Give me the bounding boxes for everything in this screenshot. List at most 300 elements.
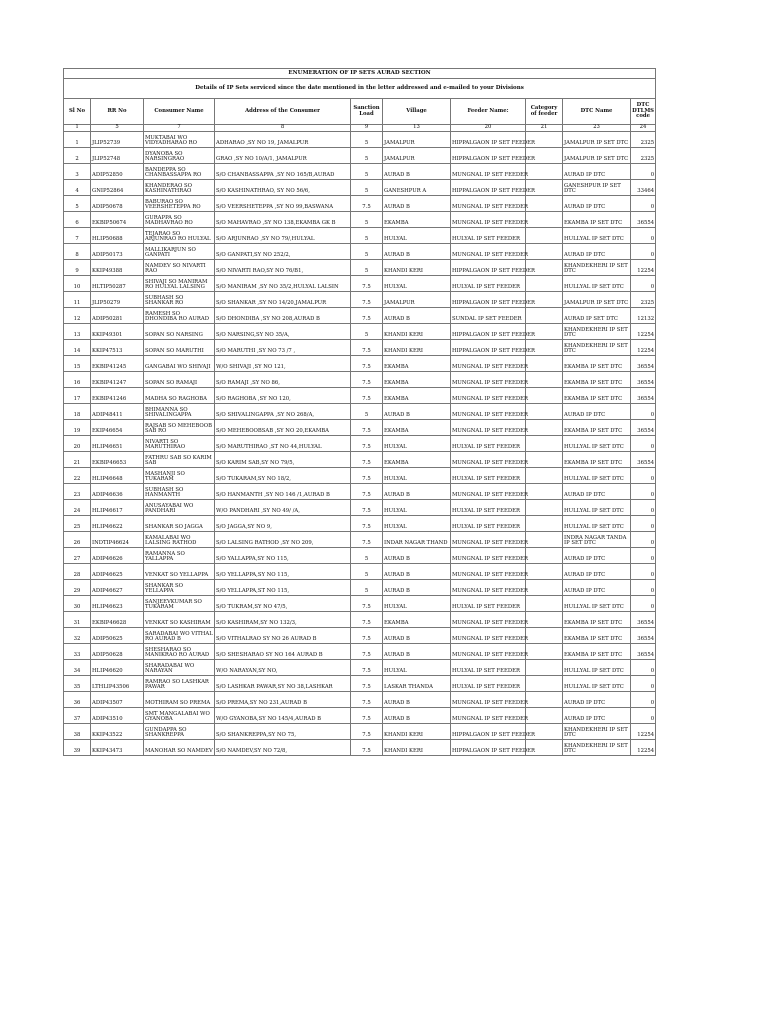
dtc-name-cell: INDRA NAGAR TANDA IP SET DTC [563,532,631,548]
dtc-code-cell: 2325 [631,292,656,308]
dtc-name-cell: EKAMBA IP SET DTC [563,452,631,468]
rr-no-cell: ADIP43510 [91,708,144,724]
dtc-name-cell: EKAMBA IP SET DTC [563,356,631,372]
column-number: 8 [215,125,351,132]
feeder-category-cell [526,308,563,324]
table-row [64,564,656,580]
sanction-load-cell: 7.5 [351,644,383,660]
village-cell: KHANDI KERI [383,324,451,340]
village-cell: EKAMBA [383,452,451,468]
dtc-code-cell: 0 [631,276,656,292]
feeder-name-cell: HULYAL IP SET FEEDER [451,276,526,292]
dtc-code-cell: 0 [631,404,656,420]
rr-no-cell: ADIP50678 [91,196,144,212]
address-cell: S/O MARUTHIRAO ,ST NO 44,HULYAL [215,436,351,452]
address-cell: S/O DHONDIBA ,SY NO 208,AURAD B [215,308,351,324]
village-cell: HULYAL [383,660,451,676]
feeder-name-cell: HULYAL IP SET FEEDER [451,436,526,452]
sanction-load-cell: 5 [351,564,383,580]
sl-no-cell: 25 [64,516,91,532]
sl-no-cell: 15 [64,356,91,372]
sanction-load-cell: 5 [351,212,383,228]
table-row [64,532,656,548]
rr-no-cell: ADIP50173 [91,244,144,260]
table-row [64,452,656,468]
table-row [64,212,656,228]
dtc-code-cell: 12254 [631,740,656,756]
dtc-name-cell: EKAMBA IP SET DTC [563,612,631,628]
feeder-name-cell: HIPPALGAON IP SET FEEDER [451,132,526,148]
table-row [64,276,656,292]
consumer-name-cell: SMT MANGALABAI WO GYANOBA [144,708,215,724]
sanction-load-cell: 7.5 [351,660,383,676]
sl-no-cell: 5 [64,196,91,212]
address-cell: S/O YELLAPPA,SY NO 115, [215,564,351,580]
village-cell: EKAMBA [383,420,451,436]
subtitle-row [64,79,656,99]
feeder-category-cell [526,388,563,404]
address-cell: S/O KASHIRAM,SY NO 132/3, [215,612,351,628]
sl-no-cell: 38 [64,724,91,740]
sl-no-cell: 29 [64,580,91,596]
dtc-name-cell: KHANDEKHERI IP SET DTC [563,324,631,340]
feeder-name-cell: HIPPALGAON IP SET FEEDER [451,260,526,276]
table-row [64,468,656,484]
address-cell: S/O LALSING RATHOD ,SY NO 209, [215,532,351,548]
feeder-category-cell [526,404,563,420]
rr-no-cell: ADIP50625 [91,628,144,644]
table-row [64,692,656,708]
village-cell: EKAMBA [383,212,451,228]
sl-no-cell: 28 [64,564,91,580]
table-row [64,148,656,164]
address-cell: S/O RAGHOBA ,SY NO 120, [215,388,351,404]
table-row [64,228,656,244]
sl-no-cell: 37 [64,708,91,724]
table-row [64,244,656,260]
village-cell: HULYAL [383,596,451,612]
feeder-name-cell: HULYAL IP SET FEEDER [451,516,526,532]
sl-no-cell: 17 [64,388,91,404]
rr-no-cell: EKIP46654 [91,420,144,436]
dtc-code-cell: 0 [631,580,656,596]
dtc-code-cell: 0 [631,660,656,676]
village-cell: HULYAL [383,276,451,292]
address-cell: S/O CHANBASSAPPA ,SY NO 165/B,AURAD [215,164,351,180]
sanction-load-cell: 7.5 [351,596,383,612]
feeder-category-cell [526,420,563,436]
feeder-name-cell: MUNGNAL IP SET FEEDER [451,628,526,644]
column-number: 13 [383,125,451,132]
sanction-load-cell: 7.5 [351,708,383,724]
column-number: 23 [563,125,631,132]
rr-no-cell: EKBIP46628 [91,612,144,628]
sanction-load-cell: 5 [351,244,383,260]
address-cell: S/O SHANKREPPA,SY NO 75, [215,724,351,740]
rr-no-cell: ADIP46626 [91,548,144,564]
dtc-name-cell: AURAD IP DTC [563,484,631,500]
sanction-load-cell: 7.5 [351,612,383,628]
table-row [64,404,656,420]
header-village: Village [383,99,451,125]
dtc-name-cell: EKAMBA IP SET DTC [563,212,631,228]
rr-no-cell: JLIP50279 [91,292,144,308]
consumer-name-cell: GUNDAPPA SO SHANKREPPA [144,724,215,740]
feeder-name-cell: MUNGNAL IP SET FEEDER [451,404,526,420]
sanction-load-cell: 7.5 [351,628,383,644]
address-cell: S/O MARUTHI ,SY NO 73 /7 , [215,340,351,356]
dtc-name-cell: KHANDEKHERI IP SET DTC [563,340,631,356]
consumer-name-cell: KHANDERAO SO KASHINATHRAO [144,180,215,196]
village-cell: EKAMBA [383,612,451,628]
feeder-name-cell: MUNGNAL IP SET FEEDER [451,212,526,228]
dtc-name-cell: AURAD IP DTC [563,692,631,708]
consumer-name-cell: MADHA SO RAGHOBA [144,388,215,404]
table-row [64,580,656,596]
rr-no-cell: LTHLIP43506 [91,676,144,692]
consumer-name-cell: MUKTABAI WO VIDYADHARAO RO [144,132,215,148]
dtc-code-cell: 0 [631,164,656,180]
rr-no-cell: ADIP46627 [91,580,144,596]
dtc-code-cell: 12132 [631,308,656,324]
feeder-category-cell [526,548,563,564]
rr-no-cell: HLIP46651 [91,436,144,452]
consumer-name-cell: NAMDEV SO NIVARTI RAO [144,260,215,276]
feeder-name-cell: MUNGNAL IP SET FEEDER [451,564,526,580]
feeder-name-cell: MUNGNAL IP SET FEEDER [451,452,526,468]
feeder-name-cell: MUNGNAL IP SET FEEDER [451,372,526,388]
feeder-category-cell [526,484,563,500]
village-cell: GANESHPUR A [383,180,451,196]
village-cell: EKAMBA [383,388,451,404]
dtc-code-cell: 36554 [631,452,656,468]
address-cell: W/O PANDHARI ,SY NO 49/ /A, [215,500,351,516]
feeder-name-cell: SUNDAL IP SET FEEDER [451,308,526,324]
table-row [64,596,656,612]
sl-no-cell: 32 [64,628,91,644]
address-cell: S/O SHANKAR ,SY NO 14/20,JAMALPUR [215,292,351,308]
feeder-category-cell [526,564,563,580]
dtc-name-cell: HULLYAL IP SET DTC [563,228,631,244]
consumer-name-cell: SHESHARAO SO MANIKRAO RO AURAD [144,644,215,660]
village-cell: AURAD B [383,564,451,580]
village-cell: EKAMBA [383,356,451,372]
dtc-name-cell: AURAD IP DTC [563,404,631,420]
feeder-category-cell [526,676,563,692]
dtc-name-cell: JAMALPUR IP SET DTC [563,148,631,164]
rr-no-cell: ADIP48411 [91,404,144,420]
rr-no-cell: KKIP43522 [91,724,144,740]
feeder-name-cell: MUNGNAL IP SET FEEDER [451,532,526,548]
sl-no-cell: 34 [64,660,91,676]
header-feeder-name: Feeder Name: [451,99,526,125]
sanction-load-cell: 5 [351,132,383,148]
sanction-load-cell: 7.5 [351,436,383,452]
sl-no-cell: 9 [64,260,91,276]
sanction-load-cell: 7.5 [351,420,383,436]
rr-no-cell: ADIP46636 [91,484,144,500]
feeder-name-cell: MUNGNAL IP SET FEEDER [451,196,526,212]
feeder-name-cell: MUNGNAL IP SET FEEDER [451,484,526,500]
consumer-name-cell: GANGABAI WO SHIVAJI [144,356,215,372]
village-cell: AURAD B [383,644,451,660]
dtc-code-cell: 0 [631,468,656,484]
feeder-name-cell: MUNGNAL IP SET FEEDER [451,420,526,436]
table-row [64,180,656,196]
title-row [64,69,656,79]
rr-no-cell: KKIP43473 [91,740,144,756]
sanction-load-cell: 7.5 [351,676,383,692]
consumer-name-cell: RAMRAO SO LASHKAR PAWAR [144,676,215,692]
feeder-name-cell: HIPPALGAON IP SET FEEDER [451,740,526,756]
address-cell: S/O MEHEBOOBSAB ,SY NO 20,EKAMBA [215,420,351,436]
sl-no-cell: 1 [64,132,91,148]
dtc-code-cell: 0 [631,532,656,548]
table-row [64,676,656,692]
sl-no-cell: 19 [64,420,91,436]
header-sl-no: Sl No [64,99,91,125]
address-cell: S/O NAMDEV,SY NO 72/8, [215,740,351,756]
address-cell: S/O YALLAPPA,SY NO 115, [215,548,351,564]
consumer-name-cell: VENKAT SO KASHIRAM [144,612,215,628]
feeder-category-cell [526,644,563,660]
header-rr-no: RR No [91,99,144,125]
header-category-of-feeder: Category of feeder [526,99,563,125]
consumer-name-cell: RAMANNA SO YALLAPPA [144,548,215,564]
dtc-name-cell: EKAMBA IP SET DTC [563,388,631,404]
table-row [64,660,656,676]
header-sanction-load: Sanction Load [351,99,383,125]
feeder-name-cell: HIPPALGAON IP SET FEEDER [451,724,526,740]
dtc-name-cell: AURAD IP DTC [563,580,631,596]
table-row [64,628,656,644]
feeder-category-cell [526,244,563,260]
rr-no-cell: INDTIP46624 [91,532,144,548]
dtc-code-cell: 0 [631,436,656,452]
rr-no-cell: KKIP47513 [91,340,144,356]
address-cell: S/O PREMA,SY NO 231,AURAD B [215,692,351,708]
sanction-load-cell: 5 [351,148,383,164]
header-dtc-name: DTC Name [563,99,631,125]
village-cell: HULYAL [383,228,451,244]
dtc-code-cell: 0 [631,516,656,532]
sanction-load-cell: 5 [351,164,383,180]
dtc-code-cell: 0 [631,596,656,612]
table-row [64,484,656,500]
rr-no-cell: EKBIP50674 [91,212,144,228]
feeder-category-cell [526,516,563,532]
sanction-load-cell: 5 [351,548,383,564]
sanction-load-cell: 7.5 [351,532,383,548]
dtc-code-cell: 36554 [631,372,656,388]
dtc-code-cell: 36554 [631,356,656,372]
feeder-name-cell: MUNGNAL IP SET FEEDER [451,708,526,724]
sl-no-cell: 26 [64,532,91,548]
dtc-name-cell: JAMALPUR IP SET DTC [563,132,631,148]
rr-no-cell: HLIP46617 [91,500,144,516]
rr-no-cell: KKIP49301 [91,324,144,340]
sl-no-cell: 35 [64,676,91,692]
consumer-name-cell: SUBHASH SO HANMANTH [144,484,215,500]
address-cell: W/O SHIVAJI ,SY NO 121, [215,356,351,372]
feeder-name-cell: HULYAL IP SET FEEDER [451,660,526,676]
feeder-category-cell [526,228,563,244]
dtc-code-cell: 0 [631,692,656,708]
feeder-category-cell [526,532,563,548]
consumer-name-cell: SOPAN SO RAMAJI [144,372,215,388]
consumer-name-cell: SARADABAI WO VITHAL RO AURAD B [144,628,215,644]
sl-no-cell: 7 [64,228,91,244]
table-row [64,500,656,516]
feeder-name-cell: HULYAL IP SET FEEDER [451,228,526,244]
sl-no-cell: 39 [64,740,91,756]
sanction-load-cell: 7.5 [351,356,383,372]
address-cell: S/O NIVARTI RAO,SY NO 76/B1, [215,260,351,276]
feeder-category-cell [526,196,563,212]
village-cell: AURAD B [383,244,451,260]
consumer-name-cell: SHARADABAI WO NARAYAN [144,660,215,676]
sl-no-cell: 23 [64,484,91,500]
rr-no-cell: HLIP46648 [91,468,144,484]
table-row [64,516,656,532]
sl-no-cell: 2 [64,148,91,164]
village-cell: AURAD B [383,196,451,212]
sanction-load-cell: 5 [351,580,383,596]
village-cell: AURAD B [383,628,451,644]
sl-no-cell: 16 [64,372,91,388]
sl-no-cell: 27 [64,548,91,564]
dtc-code-cell: 0 [631,676,656,692]
document-title: ENUMERATION OF IP SETS AURAD SECTION [64,69,656,79]
rr-no-cell: EKBIP41245 [91,356,144,372]
feeder-name-cell: MUNGNAL IP SET FEEDER [451,692,526,708]
dtc-code-cell: 0 [631,228,656,244]
sl-no-cell: 20 [64,436,91,452]
dtc-code-cell: 12254 [631,724,656,740]
dtc-name-cell: AURAD IP DTC [563,244,631,260]
village-cell: HULYAL [383,500,451,516]
dtc-code-cell: 2325 [631,148,656,164]
village-cell: INDAR NAGAR THAND [383,532,451,548]
address-cell: S/O ARJUNRAO ,SY NO 79/,HULYAL [215,228,351,244]
village-cell: AURAD B [383,692,451,708]
rr-no-cell: EKBIP41246 [91,388,144,404]
table-row [64,372,656,388]
table-row [64,740,656,756]
sanction-load-cell: 7.5 [351,724,383,740]
dtc-name-cell: GANESHPUR IP SET DTC [563,180,631,196]
consumer-name-cell: MANOHAR SO NAMDEV [144,740,215,756]
feeder-category-cell [526,212,563,228]
dtc-name-cell: HULLYAL IP SET DTC [563,468,631,484]
dtc-name-cell: EKAMBA IP SET DTC [563,644,631,660]
address-cell: S/O TUKARAM,SY NO 18/2, [215,468,351,484]
dtc-code-cell: 0 [631,564,656,580]
dtc-name-cell: HULLYAL IP SET DTC [563,676,631,692]
table-row [64,436,656,452]
village-cell: KHANDI KERI [383,740,451,756]
sl-no-cell: 14 [64,340,91,356]
consumer-name-cell: DYANOBA SO NARSINGRAO [144,148,215,164]
table-row [64,260,656,276]
dtc-name-cell: KHANDEKHERI IP SET DTC [563,740,631,756]
column-number: 7 [144,125,215,132]
sanction-load-cell: 7.5 [351,388,383,404]
feeder-name-cell: HIPPALGAON IP SET FEEDER [451,148,526,164]
rr-no-cell: EKBIP41247 [91,372,144,388]
dtc-name-cell: HULLYAL IP SET DTC [563,436,631,452]
address-cell: S/O YELLAPPA,ST NO 115, [215,580,351,596]
consumer-name-cell: SOPAN SO NARSING [144,324,215,340]
address-cell: W/O GYANOBA,SY NO 145/4,AURAD B [215,708,351,724]
table-row [64,308,656,324]
column-number: 20 [451,125,526,132]
village-cell: AURAD B [383,164,451,180]
address-cell: S/O HANMANTH ,SY NO 146 /1,AURAD B [215,484,351,500]
sl-no-cell: 13 [64,324,91,340]
rr-no-cell: KKIP49388 [91,260,144,276]
sanction-load-cell: 5 [351,228,383,244]
feeder-category-cell [526,436,563,452]
address-cell: S/O MAHAVRAO ,SY NO 138,EKAMBA GK B [215,212,351,228]
rr-no-cell: HLIP46620 [91,660,144,676]
village-cell: AURAD B [383,708,451,724]
sl-no-cell: 22 [64,468,91,484]
sanction-load-cell: 7.5 [351,468,383,484]
dtc-code-cell: 2325 [631,132,656,148]
ip-sets-table [63,68,656,756]
address-cell: S/O SHESHARAO SY NO 164 AURAD B [215,644,351,660]
column-number: 24 [631,125,656,132]
consumer-name-cell: TEJARAO SO ARJUNRAO RO HULYAL [144,228,215,244]
table-row [64,724,656,740]
rr-no-cell: ADIP52850 [91,164,144,180]
dtc-code-cell: 12254 [631,324,656,340]
dtc-code-cell: 36554 [631,212,656,228]
rr-no-cell: ADIP50628 [91,644,144,660]
consumer-name-cell: KAMALABAI WO LALSING RATHOD [144,532,215,548]
feeder-name-cell: HULYAL IP SET FEEDER [451,596,526,612]
consumer-name-cell: BHIMANNA SO SHIVALINGAPPA [144,404,215,420]
village-cell: HULYAL [383,516,451,532]
village-cell: AURAD B [383,580,451,596]
village-cell: KHANDI KERI [383,340,451,356]
address-cell: ADHARAO ,SY NO 19, JAMALPUR [215,132,351,148]
dtc-name-cell: HULLYAL IP SET DTC [563,516,631,532]
table-row [64,612,656,628]
dtc-code-cell: 0 [631,196,656,212]
consumer-name-cell: SHIVAJI SO MANIRAM RO HULYAL LALSING [144,276,215,292]
address-cell: S/O SHIVALINGAPPA ,SY NO 268/A, [215,404,351,420]
table-row [64,324,656,340]
sanction-load-cell: 5 [351,324,383,340]
dtc-code-cell: 36554 [631,644,656,660]
village-cell: EKAMBA [383,372,451,388]
dtc-name-cell: KHANDEKHERI IP SET DTC [563,724,631,740]
feeder-name-cell: HULYAL IP SET FEEDER [451,468,526,484]
table-row [64,132,656,148]
sl-no-cell: 36 [64,692,91,708]
village-cell: AURAD B [383,308,451,324]
sanction-load-cell: 5 [351,404,383,420]
consumer-name-cell: BANDEPPA SO CHANBASSAPPA RO [144,164,215,180]
dtc-name-cell: AURAD IP DTC [563,164,631,180]
dtc-name-cell: AURAD IP DTC [563,196,631,212]
dtc-code-cell: 0 [631,484,656,500]
village-cell: HULYAL [383,468,451,484]
dtc-code-cell: 33464 [631,180,656,196]
address-cell: S/O KASHINATHRAO, SY NO 56/6, [215,180,351,196]
